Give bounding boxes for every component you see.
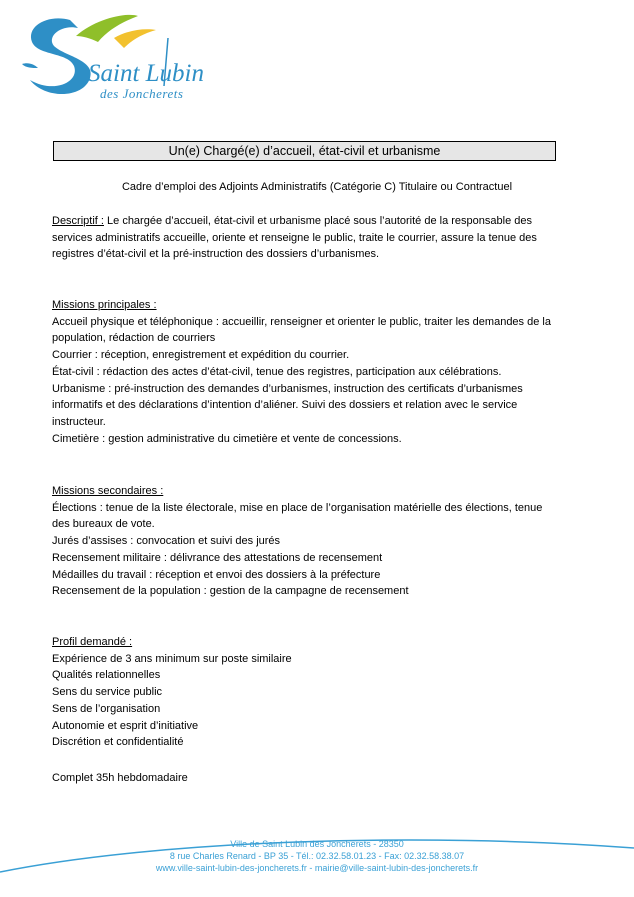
list-item: Courrier : réception, enregistrement et expédition du courrier. xyxy=(52,349,350,362)
list-item: Sens de l’organisation xyxy=(52,702,161,715)
footer-address-line2: 8 rue Charles Renard - BP 35 - Tél.: 02.32.58.01.23 - Fax: 02.32.58.38.07 xyxy=(169,851,465,861)
logo-name: Saint Lubin xyxy=(88,60,204,87)
list-item: Élections : tenue de la liste électorale, mise en place de l’organisation matérielle des élections, tenue des bureaux de vote. xyxy=(52,501,543,531)
list-item: Discrétion et confidentialité xyxy=(52,736,184,749)
list-item: Recensement militaire : délivrance des attestations de recensement xyxy=(52,551,383,564)
list-item: Expérience de 3 ans minimum sur poste similaire xyxy=(52,652,292,665)
list-item: Autonomie et esprit d’initiative xyxy=(52,719,199,732)
list-item: Recensement de la population : gestion de la campagne de recensement xyxy=(52,585,409,598)
list-item: État-civil : rédaction des actes d’état-civil, tenue des registres, participation aux célébrations. xyxy=(52,365,502,378)
logo-subname: des Joncherets xyxy=(100,86,184,101)
missions-principales-heading: Missions principales : xyxy=(52,299,157,311)
list-item: Jurés d’assises : convocation et suivi des jurés xyxy=(52,535,281,548)
footer-web-mail[interactable]: www.ville-saint-lubin-des-joncherets.fr - mairie@ville-saint-lubin-des-joncherets.fr xyxy=(155,863,479,873)
job-title: Un(e) Chargé(e) d’accueil, état-civil et urbanisme xyxy=(53,141,556,161)
list-item: Urbanisme : pré-instruction des demandes d’urbanismes, instruction des certificats d’urbanismes informatifs et des déclarations d’intention d’aliéner. Suivi des dossiers et relation avec le service instructeur. xyxy=(52,382,523,428)
profil-heading: Profil demandé : xyxy=(52,636,133,648)
missions-principales-section xyxy=(52,297,562,447)
job-subtitle: Cadre d’emploi des Adjoints Administratifs (Catégorie C) Titulaire ou Contractuel xyxy=(121,181,513,193)
descriptif-text: Le chargée d’accueil, état-civil et urbanisme placé sous l’autorité de la responsable des services administratifs accueille, oriente et renseigne le public, traite le courrier, assure la tenue des registres d’état-civil et la pré-instruction des dossiers d’urbanismes. xyxy=(52,215,537,261)
list-item: Qualités relationnelles xyxy=(52,669,161,682)
list-item: Sens du service public xyxy=(52,686,163,699)
profil-section xyxy=(52,634,562,751)
working-hours: Complet 35h hebdomadaire xyxy=(52,772,188,784)
list-item: Médailles du travail : réception et envoi des dossiers à la préfecture xyxy=(52,568,381,581)
list-item: Cimetière : gestion administrative du cimetière et vente de concessions. xyxy=(52,432,402,445)
descriptif-section xyxy=(52,213,562,263)
footer xyxy=(0,838,634,874)
hours-section xyxy=(52,770,562,787)
missions-secondaires-section xyxy=(52,483,562,600)
missions-secondaires-heading: Missions secondaires : xyxy=(52,485,164,497)
descriptif-label: Descriptif : xyxy=(52,215,104,227)
footer-address-line1: Ville de Saint Lubin des Joncherets - 28350 xyxy=(230,839,404,849)
list-item: Accueil physique et téléphonique : accueillir, renseigner et orienter le public, traiter les demandes de la population, rédaction de courriers xyxy=(52,315,551,345)
